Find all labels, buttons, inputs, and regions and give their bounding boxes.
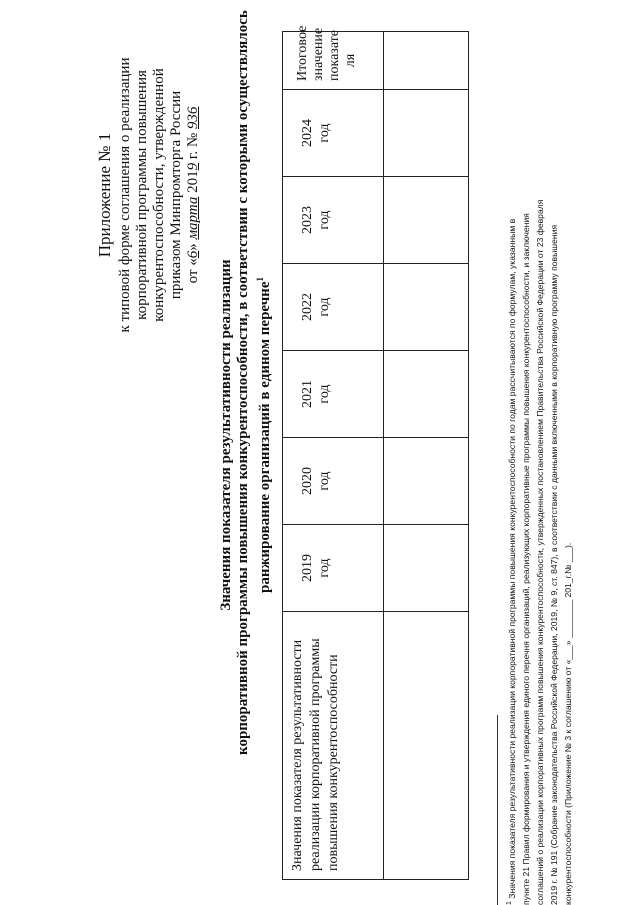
year-value: 2020 — [300, 467, 315, 495]
year-unit: год — [317, 384, 332, 404]
document-title — [218, 10, 274, 755]
order-number-handwritten: 936 — [185, 106, 201, 130]
title-line: корпоративной программы повышения конкурентоспособности, в соответствии с которыми осуществлялось — [235, 10, 251, 755]
header-year — [283, 90, 384, 177]
header-year — [283, 177, 384, 264]
year-unit: год — [317, 210, 332, 230]
table-cell[interactable] — [384, 264, 469, 351]
header-year — [283, 351, 384, 438]
year-value: 2019 — [300, 554, 315, 582]
table-cell[interactable] — [384, 90, 469, 177]
year-value: 2024 — [300, 119, 315, 147]
footnote-line: пункте 21 Правил формирования и утверждения единого перечня организаций, реализующих корпоративные программы повышения конкурентоспособности, и заключения — [520, 213, 531, 905]
title-footnote-mark: 1 — [255, 277, 265, 282]
header-year — [283, 264, 384, 351]
year-unit: год — [317, 558, 332, 578]
footnote-mark: 1 — [506, 901, 513, 905]
footnote-line — [503, 0, 519, 905]
date-year-prefix: 201 — [185, 170, 201, 197]
footnote-text: Значения показателя результативности реализации корпоративной программы повышения конкурентоспособности по годам рассчитываются по формулам, указанным в — [506, 218, 517, 902]
date-month-handwritten: марта — [185, 196, 201, 240]
date-day-handwritten: 6 — [185, 250, 201, 259]
footnote — [503, 0, 575, 905]
year-value: 2022 — [300, 293, 315, 321]
table-cell[interactable] — [384, 525, 469, 612]
annex-header — [96, 30, 202, 360]
table-cell[interactable] — [384, 32, 469, 90]
year-unit: год — [317, 123, 332, 143]
total-line: Итоговое — [295, 25, 310, 81]
year-unit: год — [317, 297, 332, 317]
title-line: Значения показателя результативности реализации — [218, 259, 234, 611]
annex-line: корпоративной программы повышения — [134, 70, 150, 320]
total-line: показате — [327, 29, 342, 81]
footnote-separator — [497, 715, 498, 905]
table-cell[interactable] — [384, 438, 469, 525]
total-line: ля — [343, 53, 358, 68]
footnote-line: соглашений о реализации корпоративных программ повышения конкурентоспособности, утвержденных постановлением Правительства Российской Федерации от 23 февраля — [534, 199, 545, 905]
year-value: 2023 — [300, 206, 315, 234]
date-year-handwritten: 9 — [185, 162, 201, 171]
annex-line: к типовой форме соглашения о реализации — [117, 57, 133, 333]
year-value: 2021 — [300, 380, 315, 408]
title-line-with-footnote — [252, 115, 274, 755]
table-cell[interactable] — [384, 351, 469, 438]
table-cell[interactable] — [384, 612, 469, 880]
header-year — [283, 525, 384, 612]
annex-line: приказом Минпромторга России — [168, 90, 184, 300]
footnote-line: конкурентоспособности (Приложение № 3 к соглашению от «___» ________ 201_г.№ ___). — [562, 542, 573, 905]
footnote-line: 2019 г. № 191 (Собрание законодательства Российской Федерации, 2019, № 9, ст. 847), в соответствии с данными включенными в корпоративную программу повышения — [548, 224, 559, 905]
indicator-table — [282, 25, 469, 880]
header-total-value — [283, 25, 384, 90]
date-year-suffix: г. № — [185, 129, 201, 163]
annex-date-line — [185, 30, 202, 360]
date-prefix: от « — [185, 258, 201, 284]
table-header-row — [283, 32, 384, 880]
total-line: значение — [311, 27, 326, 81]
year-unit: год — [317, 471, 332, 491]
annex-line: конкурентоспособности, утвержденной — [151, 68, 167, 322]
header-indicator-values: Значения показателя результативности реализации корпоративной программы повышения конкурентоспособности — [283, 612, 384, 880]
table-cell[interactable] — [384, 177, 469, 264]
title-line-text: ранжирование организаций в едином перечне — [257, 281, 273, 593]
header-year — [283, 438, 384, 525]
date-mid: » — [185, 239, 201, 251]
annex-number: Приложение № 1 — [95, 132, 114, 258]
table-row — [384, 32, 469, 880]
